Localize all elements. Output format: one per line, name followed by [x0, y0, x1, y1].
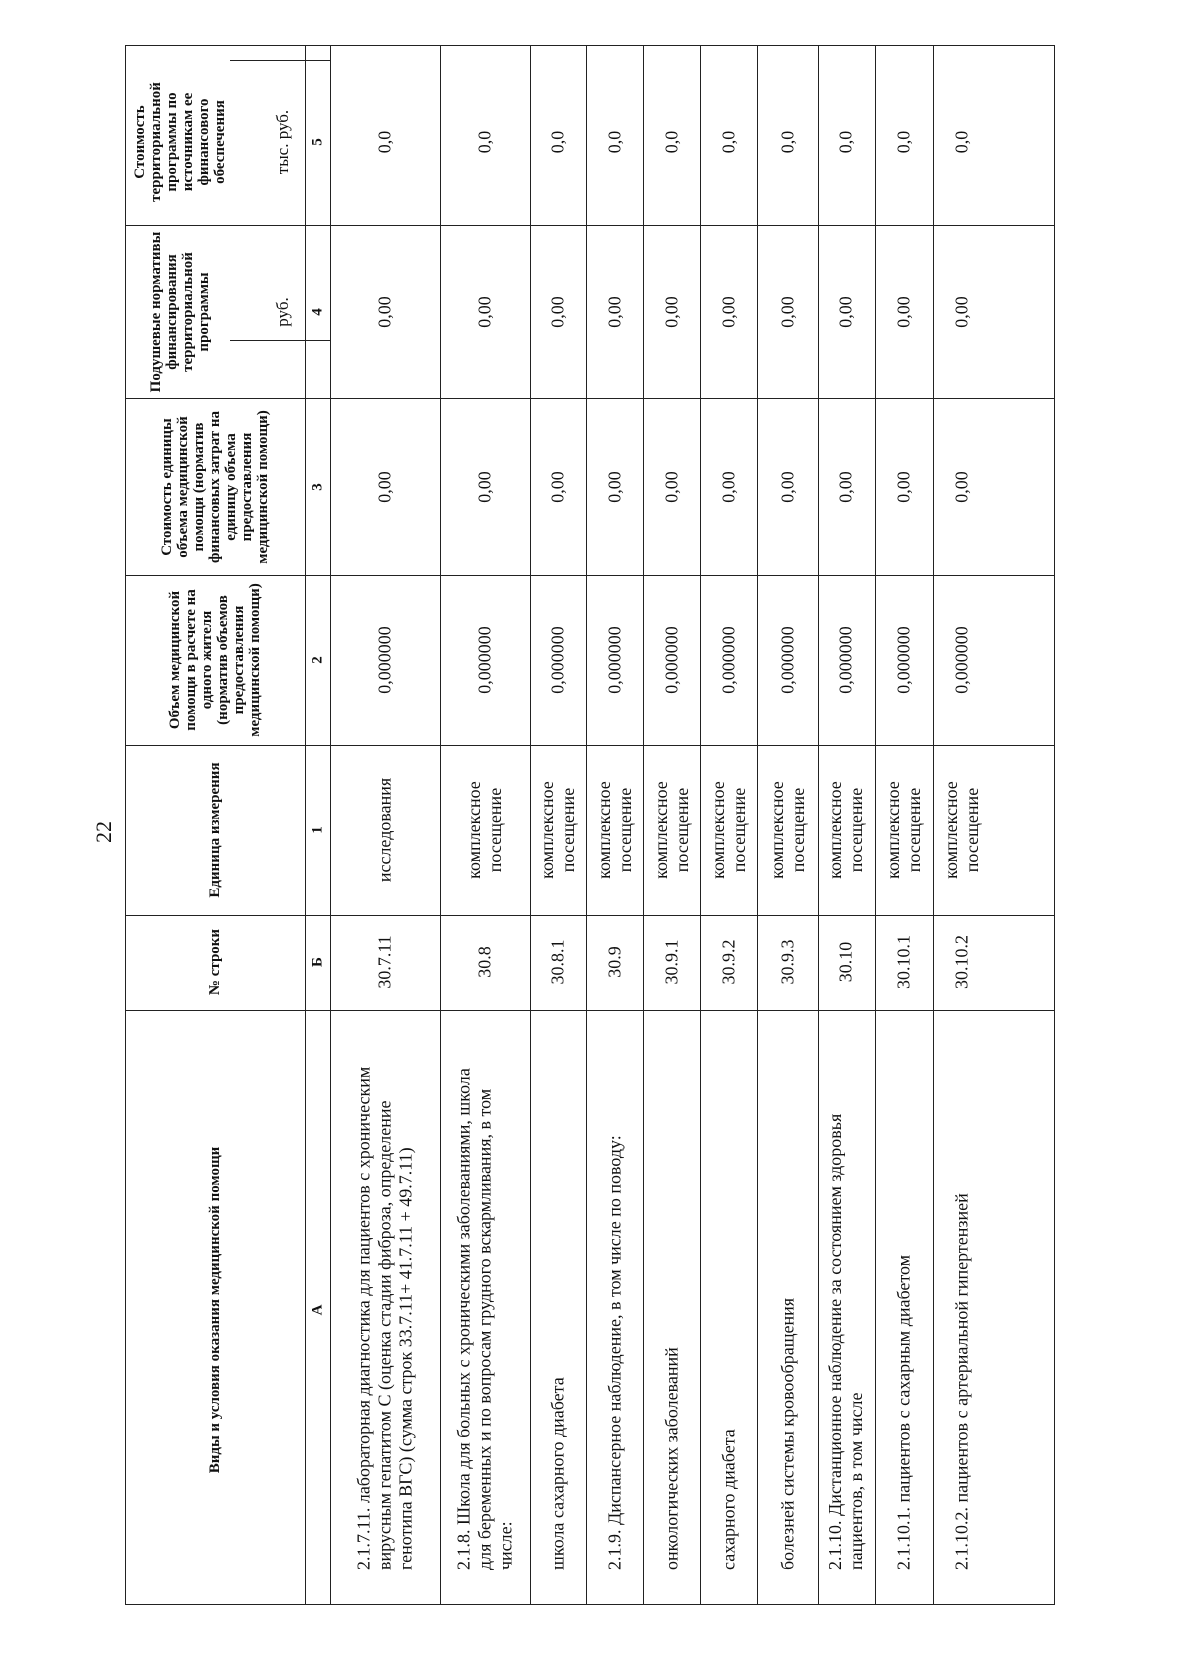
- grid-line: [230, 60, 330, 61]
- header-col-4: Подушевые нормативы финансирования территориальной программы: [148, 231, 212, 393]
- row-label: 2.1.9. Диспансерное наблюдение, в том числе по поводу:: [604, 1135, 625, 1570]
- colnum-a: А: [309, 1304, 326, 1316]
- row-line-number: 30.9.2: [718, 939, 739, 985]
- row-label: сахарного диабета: [718, 1429, 739, 1570]
- row-label: болезней системы кровообращения: [777, 1297, 798, 1570]
- row-unit: комплексное посещение: [941, 781, 982, 879]
- unit-col-5: тыс. руб.: [273, 109, 292, 175]
- row-per-capita: 0,00: [777, 296, 798, 328]
- grid-line: [125, 745, 1055, 746]
- row-volume: 0,000000: [604, 626, 625, 694]
- colnum-4: 4: [309, 308, 326, 316]
- grid-line: [757, 45, 758, 1605]
- row-unit: комплексное посещение: [767, 781, 808, 879]
- grid-line: [440, 45, 441, 1605]
- header-col-a: Виды и условия оказания медицинской помощи: [207, 1146, 223, 1474]
- row-label: 2.1.8. Школа для больных с хроническими заболеваниями, школа для беременных и по вопросам грудного вскармливания, в том числе:: [453, 1068, 516, 1570]
- page-number: 22: [91, 821, 116, 843]
- grid-line: [643, 45, 644, 1605]
- colnum-2: 2: [309, 656, 326, 664]
- row-cost: 0,0: [718, 130, 739, 154]
- grid-line: [933, 45, 934, 1605]
- row-volume: 0,000000: [951, 626, 972, 694]
- row-volume: 0,000000: [474, 626, 495, 694]
- header-col-1: Единица измерения: [207, 762, 223, 898]
- row-unit: комплексное посещение: [708, 781, 749, 879]
- row-volume: 0,000000: [835, 626, 856, 694]
- grid-line: [700, 45, 701, 1605]
- row-per-capita: 0,00: [718, 296, 739, 328]
- row-per-capita: 0,00: [951, 296, 972, 328]
- row-line-number: 30.10: [835, 941, 856, 983]
- row-cost: 0,0: [374, 130, 395, 154]
- row-cost: 0,0: [661, 130, 682, 154]
- row-label: 2.1.10.1. пациентов с сахарным диабетом: [893, 1254, 914, 1570]
- row-cost: 0,0: [835, 130, 856, 154]
- row-unit-cost: 0,00: [661, 471, 682, 503]
- row-volume: 0,000000: [661, 626, 682, 694]
- row-volume: 0,000000: [893, 626, 914, 694]
- row-line-number: 30.8: [474, 946, 495, 978]
- row-cost: 0,0: [547, 130, 568, 154]
- row-label: онкологических заболеваний: [661, 1347, 682, 1570]
- grid-line: [818, 45, 819, 1605]
- row-volume: 0,000000: [777, 626, 798, 694]
- header-col-5: Стоимость территориальной программы по источникам ее финансового обеспечения: [132, 82, 228, 202]
- row-line-number: 30.7.11: [374, 935, 395, 989]
- colnum-3: 3: [309, 483, 326, 491]
- row-unit: исследования: [374, 777, 395, 883]
- row-per-capita: 0,00: [893, 296, 914, 328]
- unit-col-4: руб.: [273, 297, 292, 327]
- row-line-number: 30.9.1: [661, 939, 682, 985]
- grid-line: [530, 45, 531, 1605]
- row-label: школа сахарного диабета: [547, 1377, 568, 1570]
- row-line-number: 30.10.2: [951, 935, 972, 989]
- row-per-capita: 0,00: [835, 296, 856, 328]
- row-unit-cost: 0,00: [374, 471, 395, 503]
- row-per-capita: 0,00: [547, 296, 568, 328]
- row-cost: 0,0: [777, 130, 798, 154]
- row-unit-cost: 0,00: [893, 471, 914, 503]
- colnum-5: 5: [309, 138, 326, 146]
- row-per-capita: 0,00: [604, 296, 625, 328]
- row-per-capita: 0,00: [474, 296, 495, 328]
- grid-line: [305, 45, 306, 1605]
- row-unit-cost: 0,00: [474, 471, 495, 503]
- row-line-number: 30.9: [604, 946, 625, 978]
- row-label: 2.1.10.2. пациентов с артериальной гипертензией: [951, 1193, 972, 1570]
- row-unit: комплексное посещение: [537, 781, 578, 879]
- grid-line: [125, 225, 1055, 226]
- row-line-number: 30.8.1: [547, 939, 568, 985]
- row-unit-cost: 0,00: [718, 471, 739, 503]
- row-cost: 0,0: [893, 130, 914, 154]
- row-unit-cost: 0,00: [547, 471, 568, 503]
- grid-line: [586, 45, 587, 1605]
- grid-line: [330, 45, 331, 1605]
- colnum-1: 1: [309, 826, 326, 834]
- header-col-3: Стоимость единицы объема медицинской помощи (норматив финансовых затрат на единицу объема предоставления медицинской помощи): [159, 410, 271, 564]
- row-unit-cost: 0,00: [777, 471, 798, 503]
- row-unit: комплексное посещение: [594, 781, 635, 879]
- row-cost: 0,0: [474, 130, 495, 154]
- row-cost: 0,0: [604, 130, 625, 154]
- row-volume: 0,000000: [718, 626, 739, 694]
- row-per-capita: 0,00: [661, 296, 682, 328]
- header-col-b: № строки: [207, 928, 223, 996]
- row-volume: 0,000000: [547, 626, 568, 694]
- colnum-b: Б: [309, 957, 326, 967]
- row-unit-cost: 0,00: [604, 471, 625, 503]
- row-unit: комплексное посещение: [825, 781, 866, 879]
- row-line-number: 30.9.3: [777, 939, 798, 985]
- row-cost: 0,0: [951, 130, 972, 154]
- grid-line: [125, 915, 1055, 916]
- row-unit-cost: 0,00: [835, 471, 856, 503]
- grid-line: [125, 398, 1055, 399]
- row-label: 2.1.10. Дистанционное наблюдение за состоянием здоровья пациентов, в том числе: [825, 1113, 866, 1570]
- row-line-number: 30.10.1: [893, 935, 914, 989]
- row-label: 2.1.7.11. лабораторная диагностика для пациентов с хроническим вирусным гепатитом С (оценка стадии фиброза, определение генотипа ВГС) (сумма строк 33.7.11+ 41.7.11 + 49.7.11): [353, 1066, 416, 1570]
- grid-line: [875, 45, 876, 1605]
- grid-line: [125, 1010, 1055, 1011]
- grid-line: [125, 575, 1055, 576]
- row-unit: комплексное посещение: [883, 781, 924, 879]
- header-col-2: Объем медицинской помощи в расчете на одного жителя (норматив объемов предоставления медицинской помощи): [167, 583, 263, 737]
- row-unit-cost: 0,00: [951, 471, 972, 503]
- row-volume: 0,000000: [374, 626, 395, 694]
- row-unit: комплексное посещение: [651, 781, 692, 879]
- row-unit: комплексное посещение: [464, 781, 505, 879]
- row-per-capita: 0,00: [374, 296, 395, 328]
